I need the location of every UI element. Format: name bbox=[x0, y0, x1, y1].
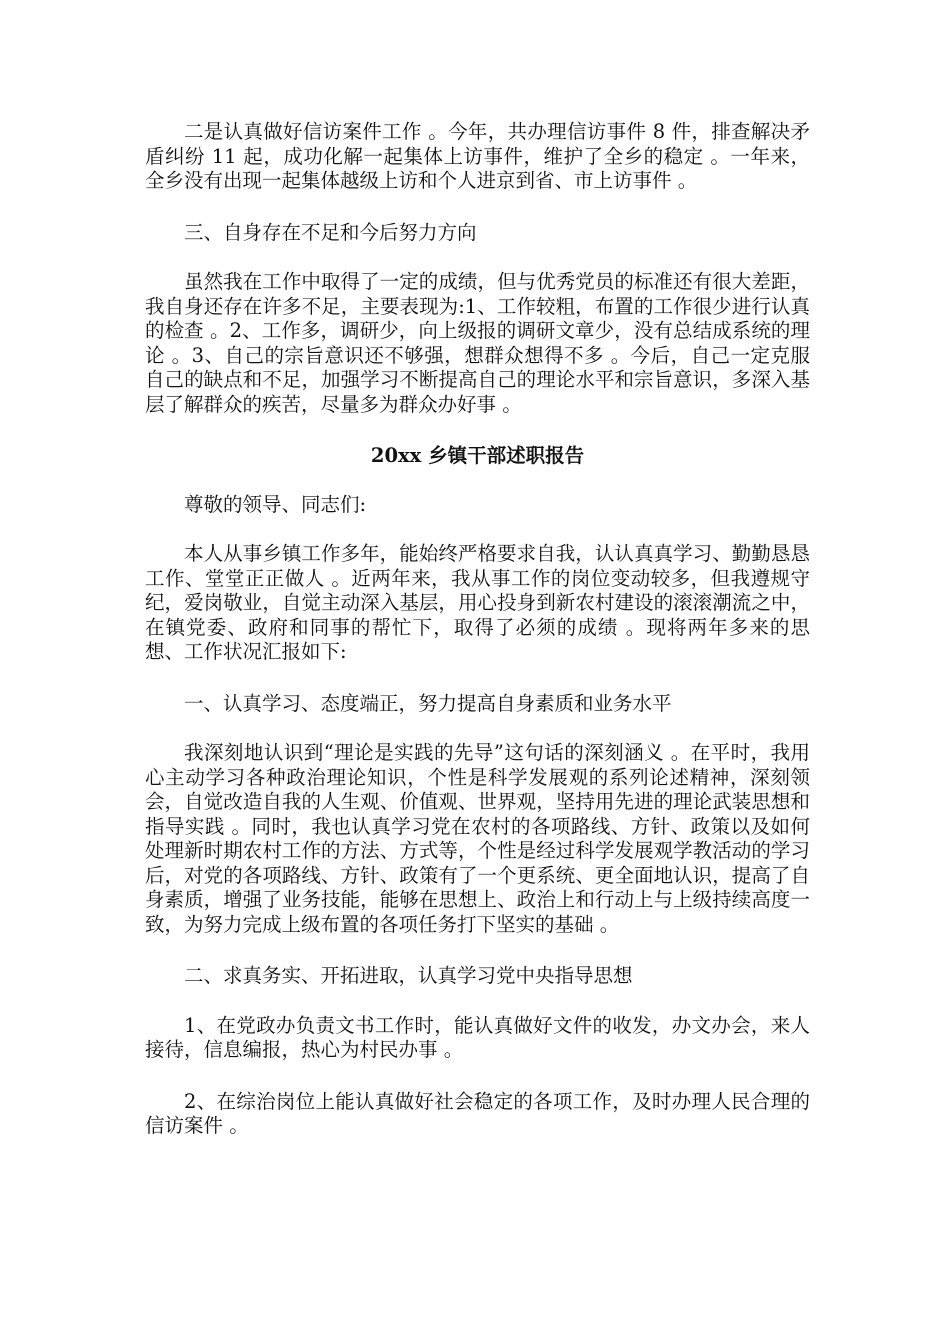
document-page bbox=[145, 120, 810, 1166]
section-heading-pragmatic: 二、求真务实、开拓进取，认真学习党中央指导思想 bbox=[184, 964, 633, 987]
salutation: 尊敬的领导、同志们: bbox=[184, 492, 367, 516]
section-heading-study: 一、认真学习、态度端正，努力提高自身素质和业务水平 bbox=[184, 691, 672, 715]
paragraph-shortcomings: 虽然我在工作中取得了一定的成绩，但与优秀党员的标准还有很大差距，我自身还存在许多不足，主要表现为:1、工作较粗，布置的工作很少进行认真的检查 。2、工作多，调研少，向上级报的调研文章少，没有总结成系统的理论 。3、自己的宗旨意识还不够强，想群众想得不多 。今后，自己一定克服自己的缺点和不足，加强学习不断提高自己的理论水平和宗旨意识，多深入基层了解群众的疾苦，尽量多为群众办好事 。 bbox=[145, 270, 810, 416]
paragraph-introduction: 本人从事乡镇工作多年，能始终严格要求自我，认认真真学习、勤勤恳恳工作、堂堂正正做人 。近两年来，我从事工作的岗位变动较多，但我遵规守纪，爱岗敬业，自觉主动深入基层，用心投身到新农村建设的滚滚潮流之中，在镇党委、政府和同事的帮忙下，取得了必须的成绩 。现将两年多来的思想、工作状况汇报如下: bbox=[145, 542, 810, 663]
document-title: 20xx 乡镇干部述职报告 bbox=[370, 444, 585, 467]
section-heading-shortcomings: 三、自身存在不足和今后努力方向 bbox=[184, 220, 477, 244]
paragraph-petition-work: 二是认真做好信访案件工作 。今年，共办理信访事件 8 件，排查解决矛盾纠纷 11 起，成功化解一起集体上访事件，维护了全乡的稳定 。一年来，全乡没有出现一起集体越级上访和个人进京到省、市上访事件 。 bbox=[145, 120, 810, 192]
paragraph-stability-work: 2、在综治岗位上能认真做好社会稳定的各项工作，及时办理人民合理的信访案件 。 bbox=[145, 1089, 810, 1137]
paragraph-study: 我深刻地认识到“理论是实践的先导”这句话的深刻涵义 。在平时，我用心主动学习各种政治理论知识，个性是科学发展观的系列论述精神，深刻领会，自觉改造自我的人生观、价值观、世界观，坚持用先进的理论武装思想和指导实践 。同时，我也认真学习党在农村的各项路线、方针、政策以及如何处理新时期农村工作的方法、方式等，个性是经过科学发展观学教活动的学习后，对党的各项路线、方针、政策有了一个更系统、更全面地认识，提高了自身素质，增强了业务技能，能够在思想上、政治上和行动上与上级持续高度一致，为努力完成上级布置的各项任务打下坚实的基础 。 bbox=[145, 741, 810, 936]
paragraph-office-work: 1、在党政办负责文书工作时，能认真做好文件的收发，办文办会，来人接待，信息编报，热心为村民办事 。 bbox=[145, 1013, 810, 1061]
